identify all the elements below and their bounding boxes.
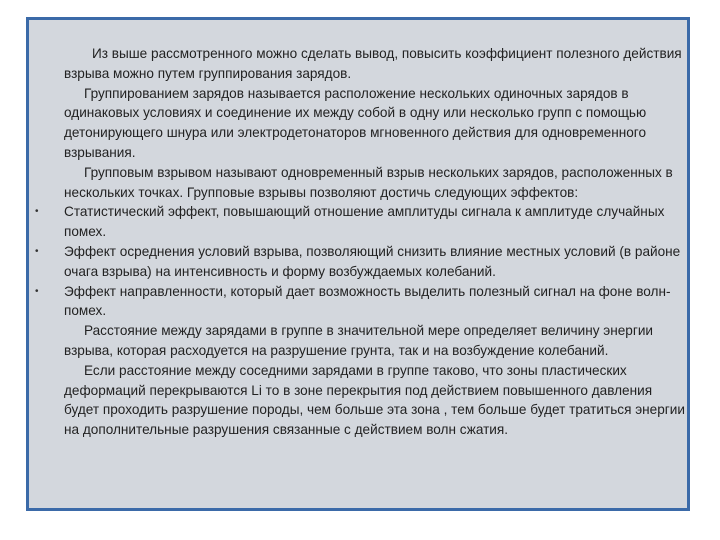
bullet-icon: • [35, 206, 39, 218]
paragraph-deformation-zones: Если расстояние между соседними зарядами в группе таково, что зоны пластических деформаций перекрываются Li то в зоне перекрытия под действием повышенного давления будет проходить разрушение породы, чем больше эта зона , тем больше будет тратиться энергии на дополнительные разрушения связанные с действием волн сжатия. [64, 362, 685, 438]
bullet-text-statistical-effect: Статистический эффект, повышающий отношение амплитуды сигнала к амплитуде случайных помех. [64, 204, 665, 240]
slide-text-body [29, 44, 693, 440]
list-item [29, 242, 693, 282]
paragraph-conclusion: Из выше рассмотренного можно сделать вывод, повысить коэффициент полезного действия взрыва можно путем группирования зарядов. [64, 46, 682, 81]
paragraph-charge-distance: Расстояние между зарядами в группе в значительной мере определяет величину энергии взрыва, которая расходуется на разрушение грунта, так и на возбуждение колебаний. [64, 323, 654, 358]
paragraph-grouping-definition: Группированием зарядов называется расположение нескольких одиночных зарядов в одинаковых условиях и соединение их между собой в одну или несколько групп с помощью детонирующего шнура или электродетонаторов мгновенного действия для одновременного взрывания. [64, 85, 647, 160]
bullet-text-averaging-effect: Эффект осреднения условий взрыва, позволяющий снизить влияние местных условий (в районе очага взрыва) на интенсивность и форму возбуждаемых колебаний. [64, 243, 681, 279]
list-item [29, 202, 693, 242]
bullet-icon: • [35, 285, 39, 297]
paragraph-group-blast-definition: Групповым взрывом называют одновременный взрыв нескольких зарядов, расположенных в нескольких точках. Групповые взрывы позволяют достичь следующих эффектов: [64, 164, 673, 200]
slide-frame [26, 17, 690, 511]
bullet-text-directivity-effect: Эффект направленности, который дает возможность выделить полезный сигнал на фоне волн-помех. [64, 283, 671, 319]
bullet-icon: • [35, 245, 39, 257]
list-item [29, 282, 693, 322]
